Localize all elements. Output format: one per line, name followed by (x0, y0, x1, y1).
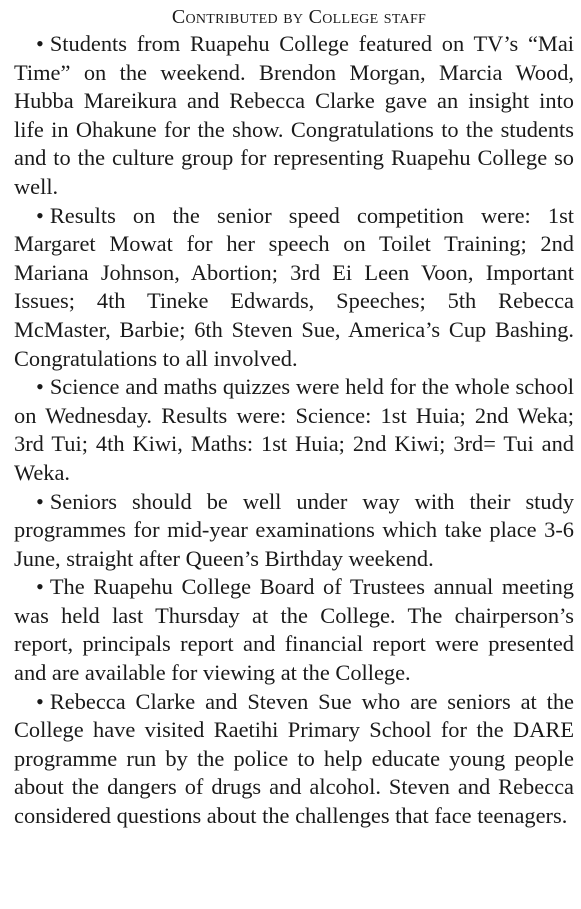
news-item-speech-competition (14, 202, 574, 374)
news-item-text: Seniors should be well under way with their study programmes for mid-year examinations which take place 3-6 June, straight after Queen’s Birthday weekend. (14, 488, 574, 571)
bullet-icon: • (36, 202, 44, 228)
bullet-icon: • (36, 374, 44, 400)
article-column (14, 6, 574, 831)
bullet-icon: • (36, 31, 44, 56)
bullet-icon: • (36, 574, 44, 600)
news-item-dare-programme (14, 688, 574, 831)
bullet-icon: • (36, 688, 44, 714)
news-item-quizzes (14, 373, 574, 487)
bullet-icon: • (36, 488, 44, 514)
byline: Contributed by College staff (171, 6, 427, 28)
news-item-mai-time (14, 30, 574, 202)
news-item-text: Science and maths quizzes were held for the whole school on Wednesday. Results were: Science: 1st Huia; 2nd Weka; 3rd Tui; 4th Kiwi, Maths: 1st Huia; 2nd Kiwi; 3rd= Tui and Weka. (14, 374, 574, 485)
news-item-text: Results on the senior speed competition were: 1st Margaret Mowat for her speech on Toilet Training; 2nd Mariana Johnson, Abortion; 3rd Ei Leen Voon, Important Issues; 4th Tineke Edwards, Speeches; 5th Rebecca McMaster, Barbie; 6th Steven Sue, America’s Cup Bashing. Congratulations to all involved. (14, 202, 574, 371)
news-item-text: Rebecca Clarke and Steven Sue who are seniors at the College have visited Raetihi Primary School for the DARE programme run by the police to help educate young people about the dangers of drugs and alcohol. Steven and Rebecca considered questions about the challenges that face teenagers. (14, 688, 574, 829)
news-item-examinations (14, 488, 574, 574)
news-item-text: Students from Ruapehu College featured on TV’s “Mai Time” on the weekend. Brendon Morgan, Marcia Wood, Hubba Mareikura and Rebecca Clarke gave an insight into life in Ohakune for the show. Congratulations to the students and to the culture group for representing Ruapehu College so well. (14, 31, 574, 199)
news-item-board-of-trustees (14, 573, 574, 687)
news-item-text: The Ruapehu College Board of Trustees annual meeting was held last Thursday at the College. The chairperson’s report, principals report and financial report were presented and are available for viewing at the College. (14, 574, 574, 686)
